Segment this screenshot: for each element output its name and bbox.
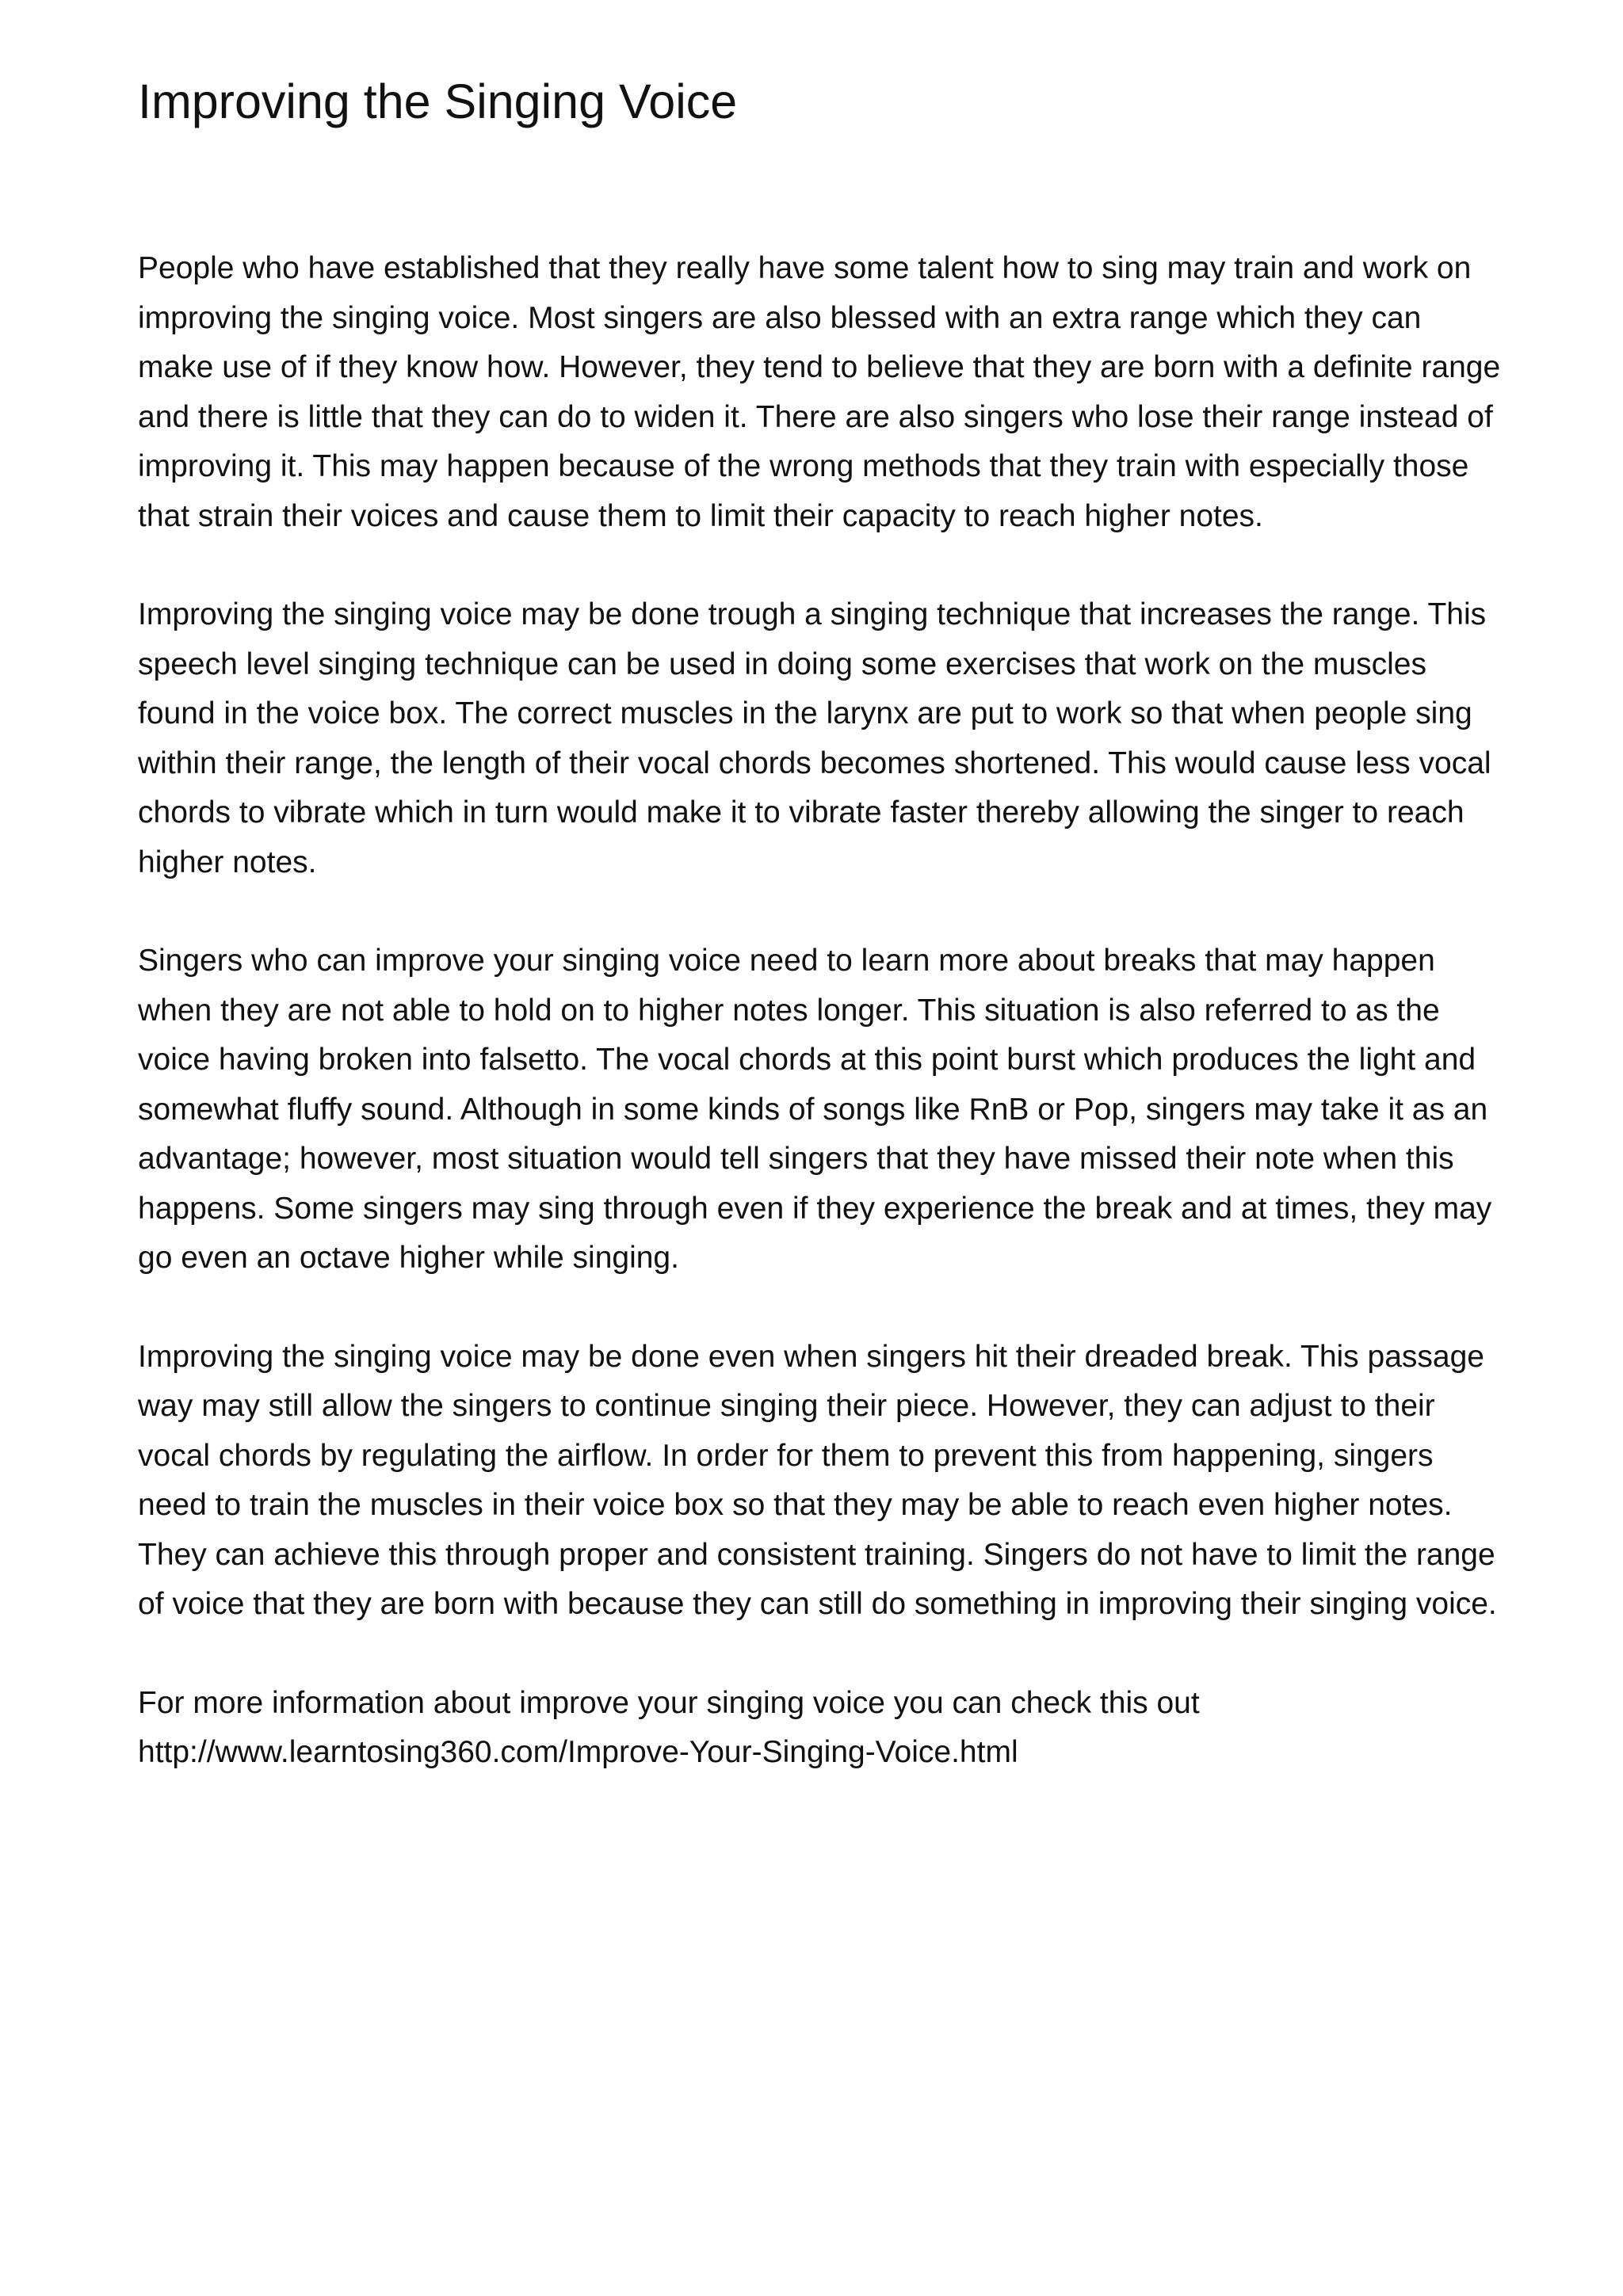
closing-text: For more information about improve your singing voice you can check this out <box>138 1685 1200 1720</box>
paragraph-4: Improving the singing voice may be done even when singers hit their dreaded break. This passage way may still allow the singers to continue singing their piece. However, they can adjust to their vocal chords by regulating the airflow. In order for them to prevent this from happening, singers need to train the muscles in their voice box so that they may be able to reach even higher notes. They can achieve this through proper and consistent training. Singers do not have to limit the range of voice that they are born with because they can still do something in improving their singing voice. <box>138 1339 1497 1621</box>
paragraph-1: People who have established that they really have some talent how to sing may train and work on improving the singing voice. Most singers are also blessed with an extra range which they can make use of if they know how. However, they tend to believe that they are born with a definite range and there is little that they can do to widen it. There are also singers who lose their range instead of improving it. This may happen because of the wrong methods that they train with especially those that strain their voices and cause them to limit their capacity to reach higher notes. <box>138 251 1501 533</box>
paragraph-3: Singers who can improve your singing voice need to learn more about breaks that may happen when they are not able to hold on to higher notes longer. This situation is also referred to as the voice having broken into falsetto. The vocal chords at this point burst which produces the light and somewhat fluffy sound. Although in some kinds of songs like RnB or Pop, singers may take it as an advantage; however, most situation would tell singers that they have missed their note when this happens. Some singers may sing through even if they experience the break and at times, they may go even an octave higher while singing. <box>138 944 1492 1275</box>
document-title: Improving the Singing Voice <box>138 74 738 128</box>
closing-paragraph <box>138 1679 1505 1778</box>
reference-url: http://www.learntosing360.com/Improve-Your-Singing-Voice.html <box>138 1735 1018 1769</box>
paragraph-2: Improving the singing voice may be done trough a singing technique that increases the range. This speech level singing technique can be used in doing some exercises that work on the muscles found in the voice box. The correct muscles in the larynx are put to work so that when people sing within their range, the length of their vocal chords becomes shortened. This would cause less vocal chords to vibrate which in turn would make it to vibrate faster thereby allowing the singer to reach higher notes. <box>138 597 1491 879</box>
document-body <box>138 244 1505 1778</box>
